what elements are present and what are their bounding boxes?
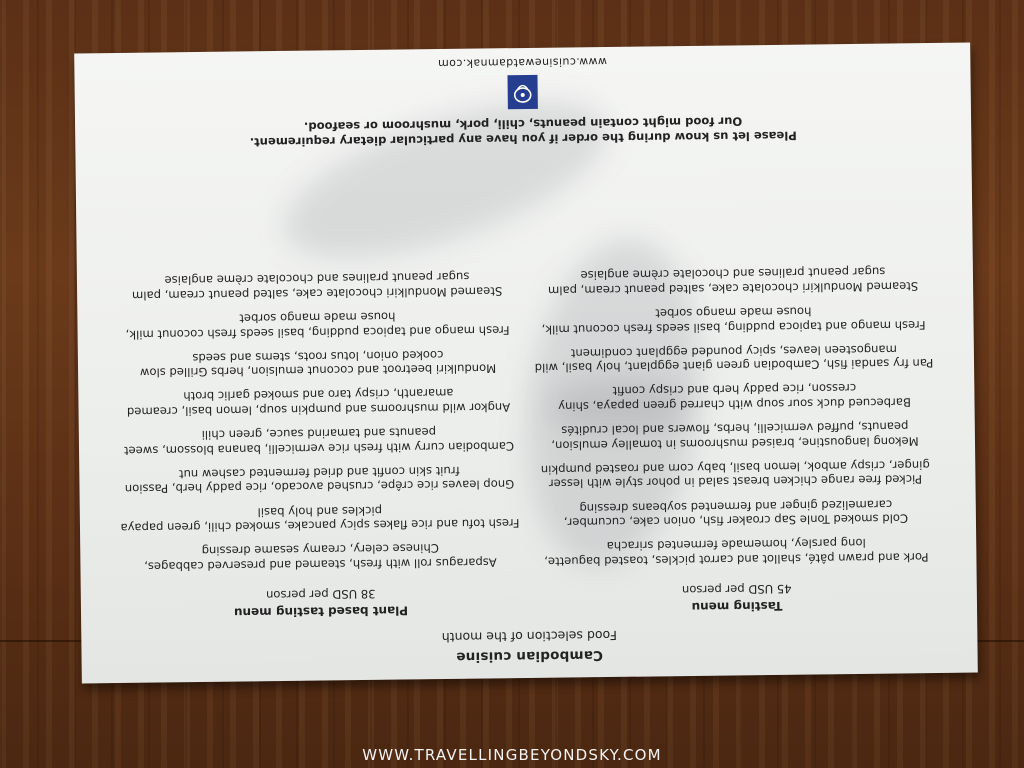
tasting-menu-heading: Tasting menu <box>691 598 783 614</box>
website-url: www.cuisinewatdamnak.com <box>437 54 608 70</box>
menu-footer <box>74 49 971 152</box>
menu-content <box>74 43 978 684</box>
dish-item: Fresh mango and tapioca pudding, basil seeds fresh coconut milk, house made mango sorbet <box>541 304 926 337</box>
tasting-menu-column <box>533 254 937 616</box>
dish-item: Mekong langoustine, braised mushrooms in tomalley emulsion, peanuts, puffed vermicelli, herbs, flowers and local crudités <box>551 419 919 453</box>
dish-item: Cold smoked Tonle Sap croaker fish, onion cake, cucumber, caramelized ginger and fermented soybeans dressing <box>563 497 909 530</box>
plant-menu-price: 38 USD per person <box>265 587 376 603</box>
dish-item: Pan fry sandai fish, Cambodian green giant eggplant, holy basil, wild mangosteen leaves, spicy pounded eggplant condiment <box>534 342 934 376</box>
photo-watermark: WWW.TRAVELLINGBEYONDSKY.COM <box>362 746 662 764</box>
menu-header <box>81 624 977 670</box>
dish-item: Pork and prawn pâté, shallot and carrot pickles, toasted baguette, long parsley, homemade fermented sriracha <box>544 536 929 569</box>
plant-menu-heading: Plant based tasting menu <box>233 603 409 620</box>
dish-item: Cambodian curry with fresh rice vermicelli, banana blossom, sweet peanuts and tamarind sauce, green chili <box>123 425 515 458</box>
plant-menu-column <box>117 259 521 621</box>
dish-item: Fresh tofu and rice flakes spicy pancake, smoked chili, green papaya pickles and holy basil <box>120 503 520 536</box>
dish-item: Angkor wild mushrooms and pumpkin soup, lemon basil, creamed amaranth, crispy taro and smoked garlic broth <box>126 386 511 419</box>
allergen-note: Our food might contain peanuts, chili, pork, mushroom or seafood. <box>303 114 743 135</box>
logo-emblem-icon <box>512 80 534 104</box>
dish-item: Mondulkiri beetroot and coconut emulsion, herbs Grilled slow cooked onion, lotus roots, stems and seeds <box>139 347 497 381</box>
dietary-note: Please let us know during the order if you have any particular dietary requirement. <box>249 128 797 150</box>
dish-item: Gnop leaves rice crêpe, crushed avocado, rice paddy herb, Passion fruit skin confit and dried fermented cashew nut <box>124 463 515 497</box>
dish-item: Steamed Mondulkiri chocolate cake, salted peanut cream, palm sugar peanut pralines and chocolate crème anglaise <box>547 265 919 298</box>
dish-item: Fresh mango and tapioca pudding, basil seeds fresh coconut milk, house made mango sorbet <box>125 309 510 342</box>
dish-item: Picked free range chicken breast salad in pohor style with lesser ginger, crispy ambok, lemon basil, baby corn and roasted pumpkin <box>540 457 930 492</box>
dish-item: Asparagus roll with fresh, steamed and preserved cabbages, Chinese celery, creamy sesame dressing <box>144 541 497 574</box>
dish-item: Barbecued duck sour soup with charred green papaya, shiny cresson, rice paddy herb and crispy confit <box>558 381 911 414</box>
restaurant-logo-icon <box>507 75 537 109</box>
tasting-menu-price: 45 USD per person <box>681 582 792 598</box>
dish-item: Steamed Mondulkiri chocolate cake, salted peanut cream, palm sugar peanut pralines and chocolate crème anglaise <box>131 270 503 303</box>
menu-title: Cambodian cuisine <box>456 647 604 665</box>
menu-subtitle: Food selection of the month <box>441 627 618 646</box>
menu-card <box>74 43 978 684</box>
